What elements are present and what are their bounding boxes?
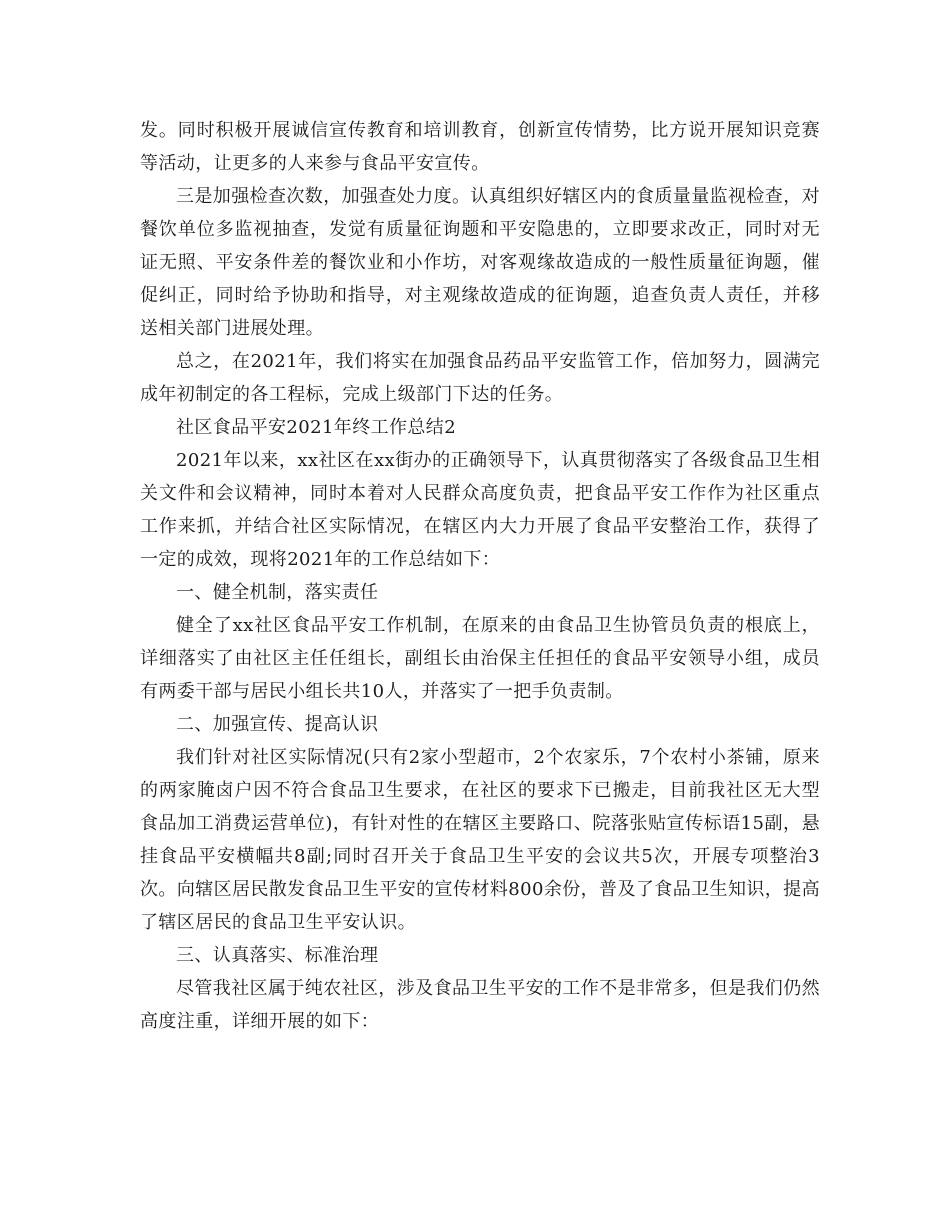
document-body xyxy=(140,114,820,1038)
heading-publicity: 二、加强宣传、提高认识 xyxy=(176,714,379,735)
paragraph-publicity: 我们针对社区实际情况(只有2家小型超市，2个农家乐，7个农村小茶铺，原来的两家腌卤户因不符合食品卫生要求，在社区的要求下已搬走，目前我社区无大型食品加工消费运营单位)，有针对性的在辖区主要路口、院落张贴宣传标语15副，悬挂食品平安横幅共8副;同时召开关于食品卫生平安的会议共5次，开展专项整治3次。向辖区居民散发食品卫生平安的宣传材料800余份，普及了食品卫生知识，提高了辖区居民的食品卫生平安认识。 xyxy=(140,747,820,933)
paragraph-inspection: 三是加强检查次数，加强查处力度。认真组织好辖区内的食质量量监视检查，对餐饮单位多监视抽查，发觉有质量征询题和平安隐患的，立即要求改正，同时对无证无照、平安条件差的餐饮业和小作坊，对客观缘故造成的一般性质量征询题，催促纠正，同时给予协助和指导，对主观缘故造成的征询题，追查负责人责任，并移送相关部门进展处理。 xyxy=(140,186,820,339)
paragraph-continuation: 发。同时积极开展诚信宣传教育和培训教育，创新宣传情势，比方说开展知识竞赛等活动，让更多的人来参与食品平安宣传。 xyxy=(140,120,820,174)
paragraph-mechanism: 健全了xx社区食品平安工作机制，在原来的由食品卫生协管员负责的根底上，详细落实了由社区主任任组长，副组长由治保主任担任的食品平安领导小组，成员有两委干部与居民小组长共10人，并落实了一把手负责制。 xyxy=(140,615,820,702)
heading-implementation: 三、认真落实、标准治理 xyxy=(176,945,379,966)
heading-mechanism: 一、健全机制，落实责任 xyxy=(176,582,379,603)
section-title: 社区食品平安2021年终工作总结2 xyxy=(176,417,457,438)
paragraph-conclusion: 总之，在2021年，我们将实在加强食品药品平安监管工作，倍加努力，圆满完成年初制定的各工程标，完成上级部门下达的任务。 xyxy=(140,351,820,405)
paragraph-implementation: 尽管我社区属于纯农社区，涉及食品卫生平安的工作不是非常多，但是我们仍然高度注重，详细开展的如下： xyxy=(140,978,820,1032)
paragraph-intro: 2021年以来，xx社区在xx街办的正确领导下，认真贯彻落实了各级食品卫生相关文件和会议精神，同时本着对人民群众高度负责，把食品平安工作作为社区重点工作来抓，并结合社区实际情况，在辖区内大力开展了食品平安整治工作，获得了一定的成效，现将2021年的工作总结如下： xyxy=(140,450,820,570)
